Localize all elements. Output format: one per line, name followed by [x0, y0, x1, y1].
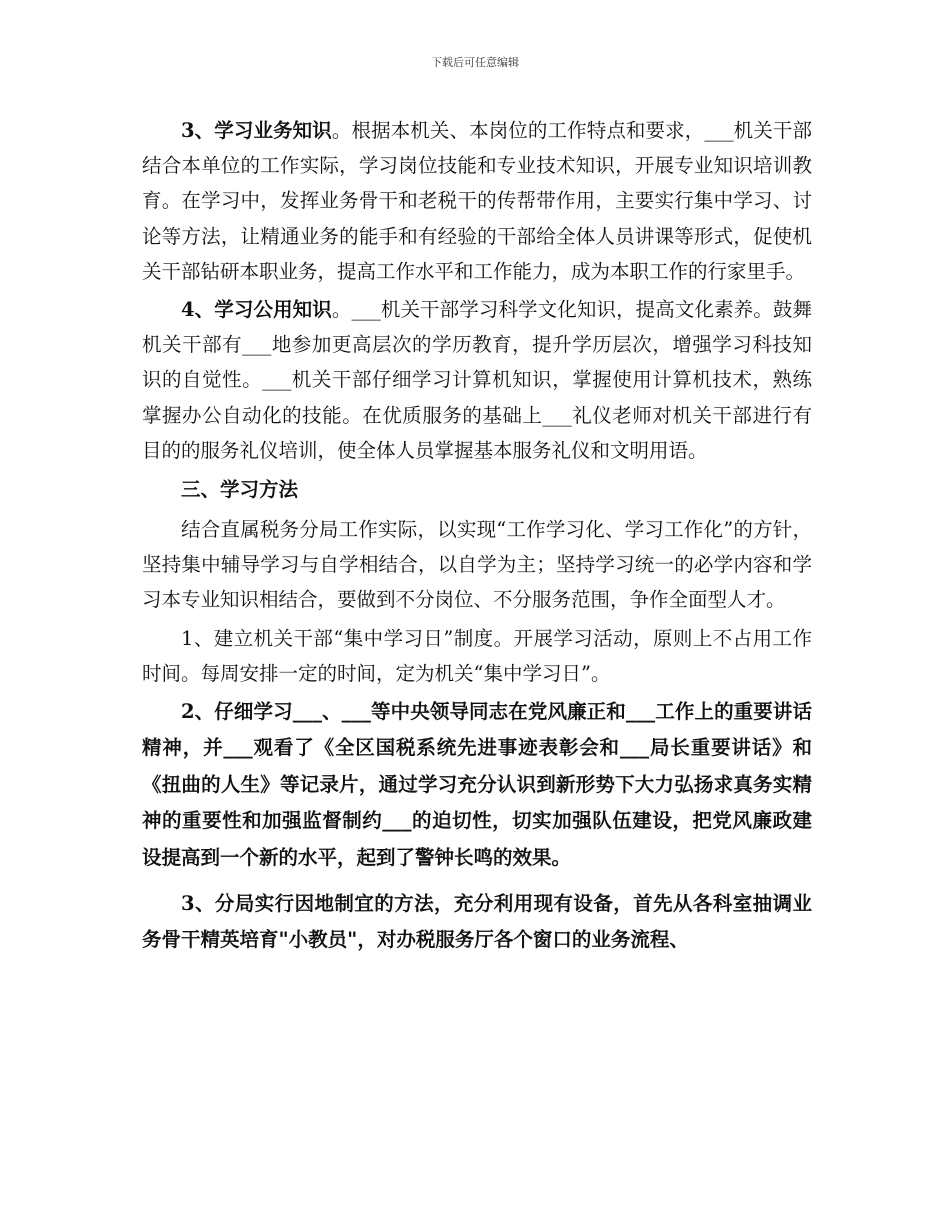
paragraph-body: 。___机关干部学习科学文化知识，提高文化素养。鼓舞机关干部有___地参加更高层次的学历教育，提升学历层次，增强学习科技知识的自觉性。___机关干部仔细学习计算机知识，掌握使用计算机技术，熟练掌握办公自动化的技能。在优质服务的基础上___礼仪老师对机关干部进行有目的的服务礼仪培训，使全体人员掌握基本服务礼仪和文明用语。	[142, 298, 812, 462]
paragraph-lead: 3、学习业务知识	[181, 119, 332, 142]
section-heading-methods: 三、学习方法	[181, 478, 299, 502]
paragraph-speech-study: 2、仔细学习___、___等中央领导同志在党风廉正和___工作上的重要讲话精神，并___观看了《全区国税系统先进事迹表彰会和___局长重要讲话》和《扭曲的人生》等记录片，通过学习充分认识到新形势下大力弘扬求真务实精神的重要性和加强监督制约___的迫切性，切实加强队伍建设，把党风廉政建设提高到一个新的水平，起到了警钟长鸣的效果。	[142, 700, 812, 869]
paragraph-body: 。根据本机关、本岗位的工作特点和要求，___机关干部结合本单位的工作实际，学习岗位技能和专业技术知识，开展专业知识培训教育。在学习中，发挥业务骨干和老税干的传帮带作用，主要实行集中学习、讨论等方法，让精通业务的能手和有经验的干部给全体人员讲课等形式，促使机关干部钻研本职业务，提高工作水平和工作能力，成为本职工作的行家里手。	[142, 119, 812, 283]
paragraph-public-knowledge	[142, 292, 812, 468]
paragraph-business-knowledge	[142, 113, 812, 289]
paragraph-local-methods: 3、分局实行因地制宜的方法，充分利用现有设备，首先从各科室抽调业务骨干精英培育"小教员"，对办税服务厅各个窗口的业务流程、	[142, 892, 812, 952]
paragraph-study-day: 1、建立机关干部“集中学习日”制度。开展学习活动，原则上不占用工作时间。每周安排一定的时间，定为机关“集中学习日”。	[142, 626, 812, 685]
paragraph-methods-intro: 结合直属税务分局工作实际，以实现“工作学习化、学习工作化”的方针，坚持集中辅导学习与自学相结合，以自学为主；坚持学习统一的必学内容和学习本专业知识相结合，要做到不分岗位、不分服务范围，争作全面型人才。	[142, 518, 812, 612]
page-header: 下载后可任意编辑	[431, 56, 519, 69]
paragraph-lead: 4、学习公用知识	[181, 298, 332, 322]
document-body	[142, 113, 812, 969]
